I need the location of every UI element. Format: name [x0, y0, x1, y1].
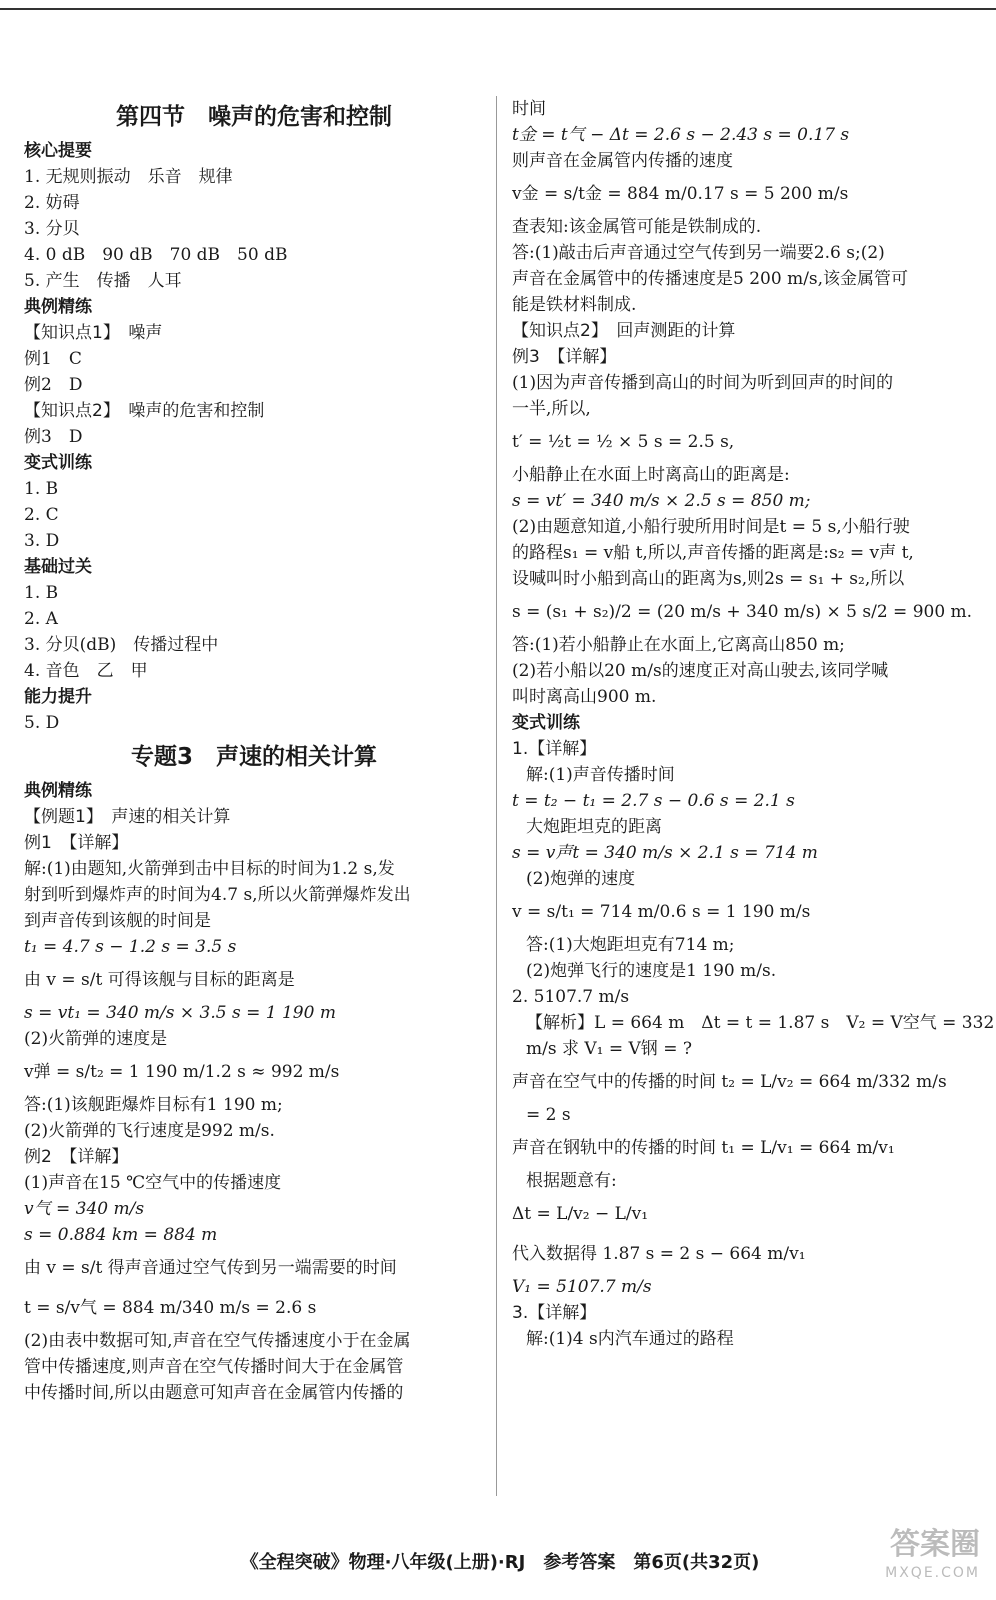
right-text-line: t′ = ½t = ½ × 5 s = 2.5 s,: [512, 432, 735, 452]
left-text-line: 1. B: [24, 479, 59, 499]
right-text-line: (2)由题意知道,小船行驶所用时间是t = 5 s,小船行驶: [512, 517, 910, 537]
left-label: 【知识点2】 噪声的危害和控制: [24, 401, 265, 421]
left-text-line: 3. D: [24, 531, 60, 551]
right-text-line: 答:(1)大炮距坦克有714 m;: [526, 935, 735, 955]
right-text-line: 2. 5107.7 m/s: [512, 987, 630, 1007]
right-text-line: (2)炮弹的速度: [526, 869, 636, 889]
left-subheading: 典例精练: [24, 781, 92, 801]
right-text-line: 声音在钢轨中的传播的时间 t₁ = L/v₁ = 664 m/v₁: [512, 1138, 895, 1158]
left-label: 【知识点1】 噪声: [24, 323, 163, 343]
left-text-line: (1)声音在15 ℃空气中的传播速度: [24, 1173, 282, 1193]
right-label: 1.【详解】: [512, 739, 597, 759]
left-text-line: 管中传播速度,则声音在空气传播时间大于在金属管: [24, 1357, 404, 1377]
left-text-line: s = vt₁ = 340 m/s × 3.5 s = 1 190 m: [24, 1003, 336, 1023]
watermark-logo: [840, 1525, 980, 1595]
left-text-line: 3. 分贝: [24, 219, 80, 239]
right-text-line: 时间: [512, 99, 546, 119]
right-text-line: 一半,所以,: [512, 399, 591, 419]
left-text-line: (2)火箭弹的飞行速度是992 m/s.: [24, 1121, 275, 1141]
right-text-line: 答:(1)若小船静止在水面上,它离高山850 m;: [512, 635, 845, 655]
left-text-line: 5. 产生 传播 人耳: [24, 271, 182, 291]
left-subheading: 核心提要: [24, 141, 92, 161]
right-label: 3.【详解】: [512, 1303, 597, 1323]
right-text-line: 声音在金属管中的传播速度是5 200 m/s,该金属管可: [512, 269, 909, 289]
right-text-line: = 2 s: [526, 1105, 571, 1125]
left-text-line: 解:(1)由题知,火箭弹到击中目标的时间为1.2 s,发: [24, 859, 395, 879]
left-text-line: 3. 分贝(dB) 传播过程中: [24, 635, 219, 655]
right-text-line: 的路程s₁ = v船 t,所以,声音传播的距离是:s₂ = v声 t,: [512, 543, 914, 563]
left-text-line: 到声音传到该舰的时间是: [24, 911, 211, 931]
left-text-line: 例3 D: [24, 427, 83, 447]
left-text-line: v气 = 340 m/s: [24, 1199, 145, 1219]
left-text-line: t₁ = 4.7 s − 1.2 s = 3.5 s: [24, 937, 237, 957]
left-heading: 第四节 噪声的危害和控制: [116, 104, 392, 130]
right-label: 【知识点2】 回声测距的计算: [512, 321, 736, 341]
right-text-line: 声音在空气中的传播的时间 t₂ = L/v₂ = 664 m/332 m/s: [512, 1072, 947, 1092]
right-text-line: 叫时离高山900 m.: [512, 687, 657, 707]
right-text-line: (2)若小船以20 m/s的速度正对高山驶去,该同学喊: [512, 661, 889, 681]
right-text-line: s = (s₁ + s₂)/2 = (20 m/s + 340 m/s) × 5 s/2 = 900 m.: [512, 602, 973, 622]
left-text-line: 射到听到爆炸声的时间为4.7 s,所以火箭弹爆炸发出: [24, 885, 411, 905]
left-text-line: 由 v = s/t 得声音通过空气传到另一端需要的时间: [24, 1258, 397, 1278]
left-text-line: 1. 无规则振动 乐音 规律: [24, 167, 233, 187]
right-text-line: 答:(1)敲击后声音通过空气传到另一端要2.6 s;(2): [512, 243, 885, 263]
right-text-line: 大炮距坦克的距离: [526, 817, 662, 837]
left-subheading: 基础过关: [24, 557, 92, 577]
left-text-line: 2. C: [24, 505, 59, 525]
watermark-url: MXQE.COM: [885, 1565, 980, 1581]
left-text-line: (2)火箭弹的速度是: [24, 1029, 168, 1049]
right-text-line: 代入数据得 1.87 s = 2 s − 664 m/v₁: [512, 1244, 806, 1264]
left-column: [24, 96, 484, 1406]
left-subheading: 能力提升: [24, 687, 92, 707]
right-text-line: v金 = s/t金 = 884 m/0.17 s = 5 200 m/s: [512, 184, 849, 204]
right-text-line: m/s 求 V₁ = V钢 = ?: [526, 1039, 692, 1059]
top-rule: [0, 8, 996, 10]
left-label: 例2 【详解】: [24, 1147, 129, 1167]
left-label: 例1 【详解】: [24, 833, 129, 853]
left-text-line: 中传播时间,所以由题意可知声音在金属管内传播的: [24, 1383, 404, 1403]
right-subheading: 变式训练: [512, 713, 580, 733]
right-text-line: s = v声t = 340 m/s × 2.1 s = 714 m: [512, 843, 818, 863]
right-text-line: s = vt′ = 340 m/s × 2.5 s = 850 m;: [512, 491, 811, 511]
left-text-line: 例1 C: [24, 349, 82, 369]
right-text-line: 根据题意有:: [526, 1171, 617, 1191]
page-footer: 《全程突破》物理·八年级(上册)·RJ 参考答案 第6页(共32页): [240, 1552, 760, 1573]
left-text-line: 2. A: [24, 609, 58, 629]
right-text-line: Δt = L/v₂ − L/v₁: [512, 1204, 649, 1224]
right-text-line: 解:(1)声音传播时间: [526, 765, 675, 785]
right-text-line: t = t₂ − t₁ = 2.7 s − 0.6 s = 2.1 s: [512, 791, 795, 811]
left-label: 【例题1】 声速的相关计算: [24, 807, 231, 827]
right-text-line: 设喊叫时小船到高山的距离为s,则2s = s₁ + s₂,所以: [512, 569, 905, 589]
left-text-line: s = 0.884 km = 884 m: [24, 1225, 218, 1245]
left-text-line: 1. B: [24, 583, 59, 603]
right-label: 例3 【详解】: [512, 347, 617, 367]
right-text-line: (2)炮弹飞行的速度是1 190 m/s.: [526, 961, 777, 981]
right-text-line: 解:(1)4 s内汽车通过的路程: [526, 1329, 734, 1349]
left-text-line: v弹 = s/t₂ = 1 190 m/1.2 s ≈ 992 m/s: [24, 1062, 340, 1082]
right-column: [512, 96, 995, 1352]
right-text-line: 小船静止在水面上时离高山的距离是:: [512, 465, 790, 485]
right-text-line: (1)因为声音传播到高山的时间为听到回声的时间的: [512, 373, 894, 393]
right-text-line: t金 = t气 − Δt = 2.6 s − 2.43 s = 0.17 s: [512, 125, 850, 145]
right-text-line: 【解析】L = 664 m Δt = t = 1.87 s V₂ = V空气 = 332: [526, 1013, 995, 1033]
right-text-line: V₁ = 5107.7 m/s: [512, 1277, 652, 1297]
right-text-line: v = s/t₁ = 714 m/0.6 s = 1 190 m/s: [512, 902, 811, 922]
watermark-text: 答案圈: [890, 1527, 980, 1562]
left-text-line: 2. 妨碍: [24, 193, 80, 213]
left-text-line: 4. 0 dB 90 dB 70 dB 50 dB: [24, 245, 288, 265]
right-text-line: 则声音在金属管内传播的速度: [512, 151, 733, 171]
left-text-line: 例2 D: [24, 375, 83, 395]
left-text-line: (2)由表中数据可知,声音在空气传播速度小于在金属: [24, 1331, 411, 1351]
left-heading: 专题3 声速的相关计算: [130, 744, 377, 770]
left-subheading: 典例精练: [24, 297, 92, 317]
left-text-line: 答:(1)该舰距爆炸目标有1 190 m;: [24, 1095, 283, 1115]
left-subheading: 变式训练: [24, 453, 92, 473]
left-text-line: 由 v = s/t 可得该舰与目标的距离是: [24, 970, 295, 990]
left-text-line: t = s/v气 = 884 m/340 m/s = 2.6 s: [24, 1298, 317, 1318]
left-text-line: 4. 音色 乙 甲: [24, 661, 148, 681]
right-text-line: 查表知:该金属管可能是铁制成的.: [512, 217, 762, 237]
right-text-line: 能是铁材料制成.: [512, 295, 637, 315]
left-text-line: 5. D: [24, 713, 60, 733]
column-divider: [496, 96, 497, 1496]
